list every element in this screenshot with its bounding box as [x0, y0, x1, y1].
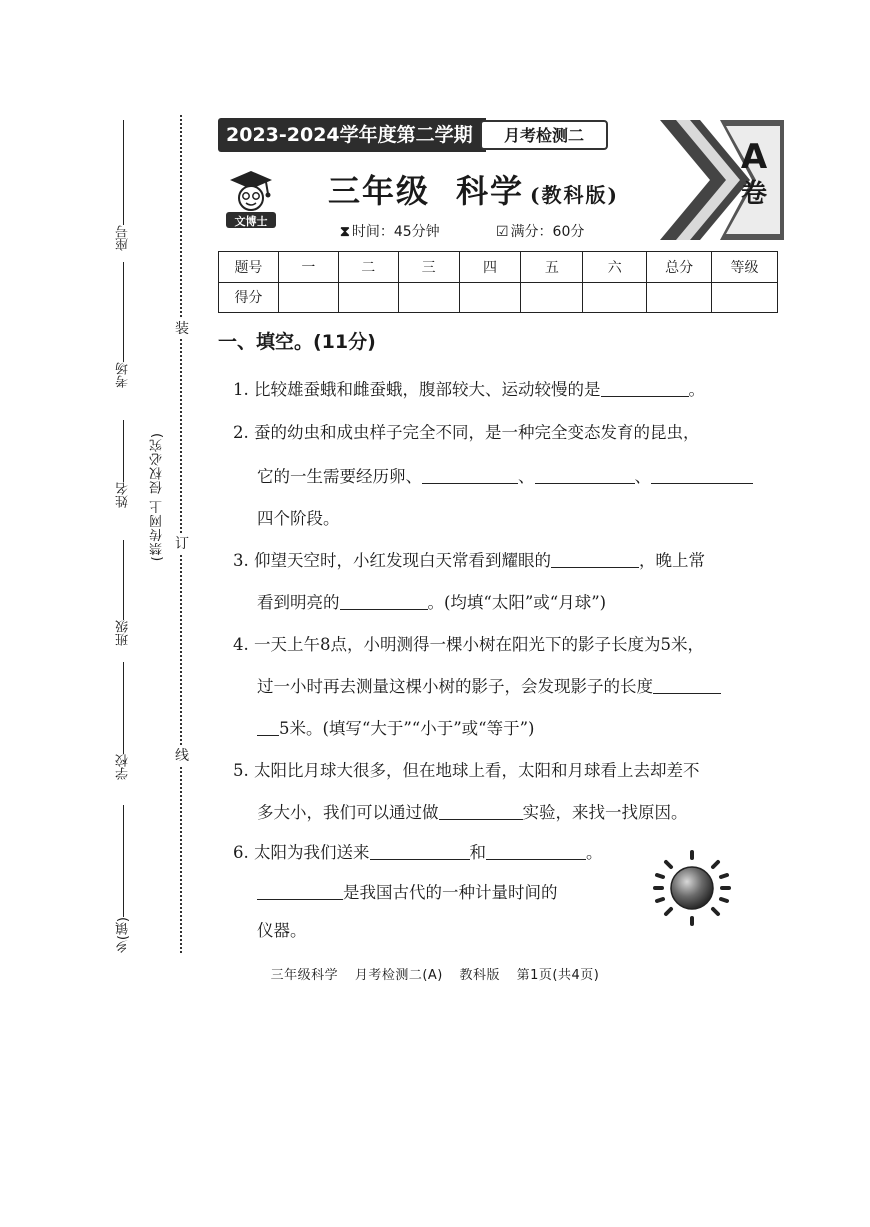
- time-info: [340, 221, 440, 241]
- score-info: [496, 221, 584, 241]
- q3-blank-1[interactable]: [551, 551, 639, 569]
- mascot-label: 文博士: [234, 215, 268, 228]
- name-field[interactable]: [110, 420, 136, 508]
- school-label: 学校: [115, 754, 131, 780]
- header-cell: 六: [583, 252, 647, 283]
- footer-edition: 教科版: [459, 968, 501, 983]
- q2-blank-1[interactable]: [422, 467, 518, 485]
- q4-blank-a[interactable]: [653, 677, 721, 695]
- score-cell[interactable]: [647, 282, 712, 313]
- question-2-line-3: 四个阶段。: [257, 509, 340, 528]
- question-5-line-1: 5. 太阳比月球大很多，但在地球上看，太阳和月球看上去却差不: [233, 761, 700, 780]
- exam-room-field[interactable]: [110, 262, 136, 388]
- grade-title: 三年级: [328, 172, 431, 210]
- header-cell: 二: [338, 252, 398, 283]
- footer-course: 三年级科学: [270, 968, 339, 983]
- score-cell[interactable]: [583, 282, 647, 313]
- copyright-notice: (禁传网上 侵权必究): [150, 432, 165, 562]
- hourglass-icon: ⧗: [340, 224, 350, 240]
- q3-blank-2[interactable]: [340, 593, 428, 611]
- town-field[interactable]: [110, 805, 136, 953]
- q6-blank-1[interactable]: [370, 843, 470, 861]
- header-cell: 四: [459, 252, 521, 283]
- question-4-line-3: 5米。(填写“大于”“小于”或“等于”): [257, 715, 534, 739]
- score-cell[interactable]: [712, 282, 778, 313]
- table-score-row: [219, 282, 778, 313]
- score-table: [218, 251, 778, 313]
- question-3-line-2: 看到明亮的 。(均填“太阳”或“月球”): [257, 593, 607, 612]
- term-text: 2023-2024学年度第二学期: [218, 118, 486, 152]
- name-label: 姓名: [115, 482, 131, 508]
- question-2-line-1: 2. 蚕的幼虫和成虫样子完全不同，是一种完全变态发育的昆虫，: [233, 423, 700, 442]
- full-score-label: 满分：60分: [510, 224, 585, 240]
- question-4-line-1: 4. 一天上午8点，小明测得一棵小树在阳光下的影子长度为5米，: [233, 635, 704, 654]
- subject-title: 科学: [456, 172, 525, 210]
- section-title: 一、填空。(11分): [218, 331, 376, 353]
- question-6-line-2: 是我国古代的一种计量时间的: [257, 879, 558, 903]
- term-banner: [218, 118, 610, 152]
- time-label: 时间：45分钟: [351, 224, 440, 240]
- score-cell[interactable]: [398, 282, 459, 313]
- question-1: 1. 比较雄蚕蛾和雌蚕蛾，腹部较大、运动较慢的是 。: [233, 380, 705, 399]
- paper-a-badge: [727, 137, 781, 211]
- class-label: 班级: [115, 620, 131, 646]
- q6-blank-3[interactable]: [257, 883, 343, 901]
- question-5-line-2: 多大小，我们可以通过做 实验，来找一找原因。: [257, 803, 688, 822]
- header-cell: 总分: [647, 252, 712, 283]
- score-cell[interactable]: [338, 282, 398, 313]
- paper-letter: A: [740, 137, 768, 177]
- header-cell: 五: [521, 252, 583, 283]
- class-field[interactable]: [110, 540, 136, 646]
- question-6-line-3: 仪器。: [257, 921, 307, 940]
- sun-icon: [651, 850, 733, 926]
- cut-mark-zhuang: 装: [175, 318, 189, 338]
- edition-title: (教科版): [530, 183, 619, 207]
- q6-blank-2[interactable]: [486, 843, 586, 861]
- q2-blank-2[interactable]: [535, 467, 635, 485]
- question-6-line-1: 6. 太阳为我们送来 和 。: [233, 843, 603, 862]
- question-4-line-2: 过一小时再去测量这棵小树的影子，会发现影子的长度: [257, 673, 721, 697]
- q1-blank[interactable]: [601, 380, 689, 398]
- header-cell: 等级: [712, 252, 778, 283]
- q4-blank-b[interactable]: [257, 719, 279, 737]
- question-3-line-1: 3. 仰望天空时，小红发现白天常看到耀眼的 ，晚上常: [233, 551, 705, 570]
- exam-room-label: 考场: [115, 362, 131, 388]
- footer-page: 第1页(共4页): [516, 968, 600, 983]
- page-footer: [0, 964, 870, 983]
- score-cell[interactable]: [278, 282, 338, 313]
- score-cell[interactable]: [459, 282, 521, 313]
- question-2-line-2: 它的一生需要经历卵、 、 、: [257, 463, 753, 487]
- table-header-row: [219, 252, 778, 283]
- q2-blank-3[interactable]: [651, 467, 753, 485]
- page-title: [328, 166, 619, 212]
- header-cell: 题号: [219, 252, 279, 283]
- row-label-cell: 得分: [219, 282, 279, 313]
- town-label: 乡(镇): [115, 917, 131, 954]
- cut-mark-ding: 订: [175, 533, 189, 553]
- paper-char: 卷: [740, 179, 767, 209]
- cut-mark-xian: 线: [175, 745, 189, 765]
- check-circle-icon: ☑: [496, 224, 509, 240]
- footer-test: 月考检测二(A): [354, 968, 443, 983]
- school-field[interactable]: [110, 662, 136, 780]
- q5-blank[interactable]: [439, 803, 523, 821]
- seat-number-field[interactable]: [110, 120, 136, 251]
- header-cell: 一: [278, 252, 338, 283]
- header-cell: 三: [398, 252, 459, 283]
- test-name: 月考检测二: [480, 120, 608, 150]
- score-cell[interactable]: [521, 282, 583, 313]
- seat-number-label: 座号: [115, 225, 131, 251]
